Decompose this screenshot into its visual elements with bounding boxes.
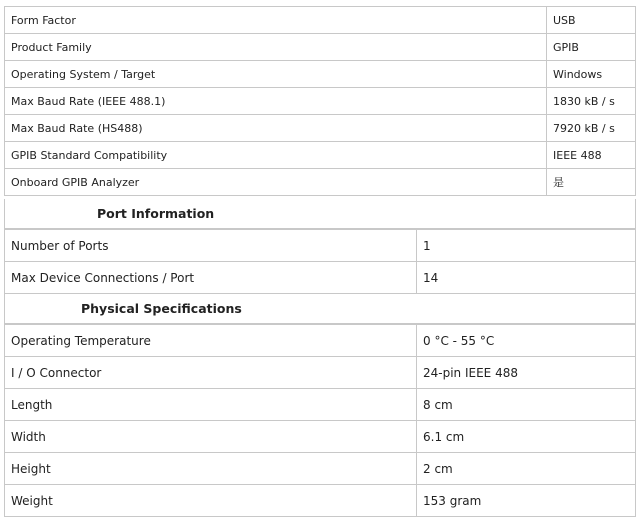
spec-label: Max Baud Rate (IEEE 488.1): [5, 88, 547, 115]
spec-label: Form Factor: [5, 7, 547, 34]
physical-specifications-heading: Physical Specifications: [4, 293, 636, 324]
table-row: [5, 421, 636, 453]
spec-value: 7920 kB / s: [547, 115, 636, 142]
physical-specifications-table: [4, 324, 636, 517]
spec-label: GPIB Standard Compatibility: [5, 142, 547, 169]
port-information-heading: Port Information: [4, 199, 636, 229]
spec-label: Number of Ports: [5, 230, 417, 262]
spec-label: Length: [5, 389, 417, 421]
table-row: [5, 115, 636, 142]
table-row: [5, 142, 636, 169]
table-row: [5, 485, 636, 517]
spec-value: GPIB: [547, 34, 636, 61]
spec-label: Width: [5, 421, 417, 453]
table-row: [5, 230, 636, 262]
table-row: [5, 453, 636, 485]
spec-value: 6.1 cm: [417, 421, 636, 453]
spec-value: 是: [547, 169, 636, 196]
spec-value: 14: [417, 262, 636, 294]
table-row: [5, 357, 636, 389]
spec-value: IEEE 488: [547, 142, 636, 169]
spec-label: Max Device Connections / Port: [5, 262, 417, 294]
spec-label: Height: [5, 453, 417, 485]
spec-value: 24-pin IEEE 488: [417, 357, 636, 389]
spec-value: 1: [417, 230, 636, 262]
spec-value: 0 °C - 55 °C: [417, 325, 636, 357]
spec-label: Weight: [5, 485, 417, 517]
table-row: [5, 34, 636, 61]
table-row: [5, 61, 636, 88]
spec-label: I / O Connector: [5, 357, 417, 389]
spec-value: Windows: [547, 61, 636, 88]
spec-label: Product Family: [5, 34, 547, 61]
spec-label: Operating Temperature: [5, 325, 417, 357]
table-row: [5, 262, 636, 294]
general-specs-table: [4, 6, 636, 196]
table-row: [5, 7, 636, 34]
table-row: [5, 88, 636, 115]
spec-value: 2 cm: [417, 453, 636, 485]
table-row: [5, 169, 636, 196]
spec-value: 153 gram: [417, 485, 636, 517]
spec-value: USB: [547, 7, 636, 34]
spec-value: 1830 kB / s: [547, 88, 636, 115]
spec-value: 8 cm: [417, 389, 636, 421]
table-row: [5, 389, 636, 421]
spec-label: Onboard GPIB Analyzer: [5, 169, 547, 196]
table-row: [5, 325, 636, 357]
spec-label: Max Baud Rate (HS488): [5, 115, 547, 142]
spec-label: Operating System / Target: [5, 61, 547, 88]
port-information-table: [4, 229, 636, 294]
